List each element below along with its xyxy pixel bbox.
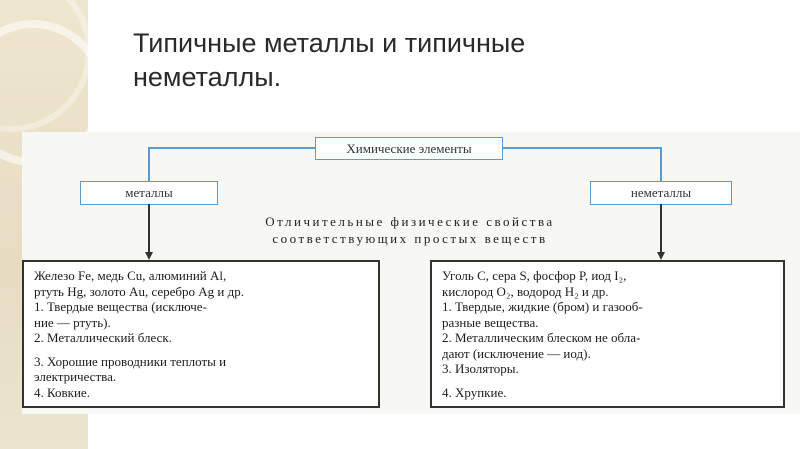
slide-title-line2: неметаллы. bbox=[133, 62, 282, 92]
metals-intro-line1: Железо Fe, медь Cu, алюминий Al, bbox=[34, 268, 227, 283]
nonmetals-panel bbox=[430, 260, 785, 408]
slide-title-line1: Типичные металлы и типичные bbox=[133, 28, 526, 58]
nonmetals-intro-line1: Уголь C, сера S, фосфор P, иод I₂, bbox=[442, 268, 627, 283]
nonmetals-item1-line1: 1. Твердые, жидкие (бром) и газооб- bbox=[442, 299, 643, 314]
connector-left-drop bbox=[148, 147, 150, 181]
metals-item1-line1: 1. Твердые вещества (исключе- bbox=[34, 299, 207, 314]
metals-panel bbox=[22, 260, 380, 408]
root-node-label: Химические элементы bbox=[346, 141, 472, 156]
arrow-left-head bbox=[145, 252, 153, 260]
metals-item4: 4. Ковкие. bbox=[34, 384, 90, 400]
nonmetals-intro-line2: кислород O₂, водород H₂ и др. bbox=[442, 283, 609, 299]
metals-item2: 2. Металлический блеск. bbox=[34, 330, 172, 345]
metals-item1-line2: ние — ртуть). bbox=[34, 314, 111, 330]
node-metals-label: металлы bbox=[125, 185, 173, 200]
metals-item3-line1: 3. Хорошие проводники теплоты и bbox=[34, 353, 227, 369]
properties-line1: Отличительные физические свойства bbox=[265, 214, 555, 229]
connector-right-drop bbox=[660, 147, 662, 181]
slide-title bbox=[133, 26, 733, 94]
metals-item3-line2: электричества. bbox=[34, 369, 117, 384]
nonmetals-item2-line1: 2. Металлическим блеском не обла- bbox=[442, 330, 641, 345]
nonmetals-item1-line2: разные вещества. bbox=[442, 314, 539, 330]
root-node-chemical-elements bbox=[315, 137, 503, 160]
metals-intro-line2: ртуть Hg, золото Au, серебро Ag и др. bbox=[34, 283, 244, 299]
properties-caption bbox=[150, 213, 670, 247]
nonmetals-item3: 3. Изоляторы. bbox=[442, 361, 519, 376]
node-nonmetals bbox=[590, 181, 732, 205]
properties-line2: соответствующих простых веществ bbox=[272, 231, 548, 246]
node-nonmetals-label: неметаллы bbox=[630, 185, 692, 200]
nonmetals-item4: 4. Хрупкие. bbox=[442, 384, 507, 400]
node-metals bbox=[80, 181, 218, 205]
arrow-right-head bbox=[657, 252, 665, 260]
nonmetals-item2-line2: дают (исключение — иод). bbox=[442, 345, 591, 361]
